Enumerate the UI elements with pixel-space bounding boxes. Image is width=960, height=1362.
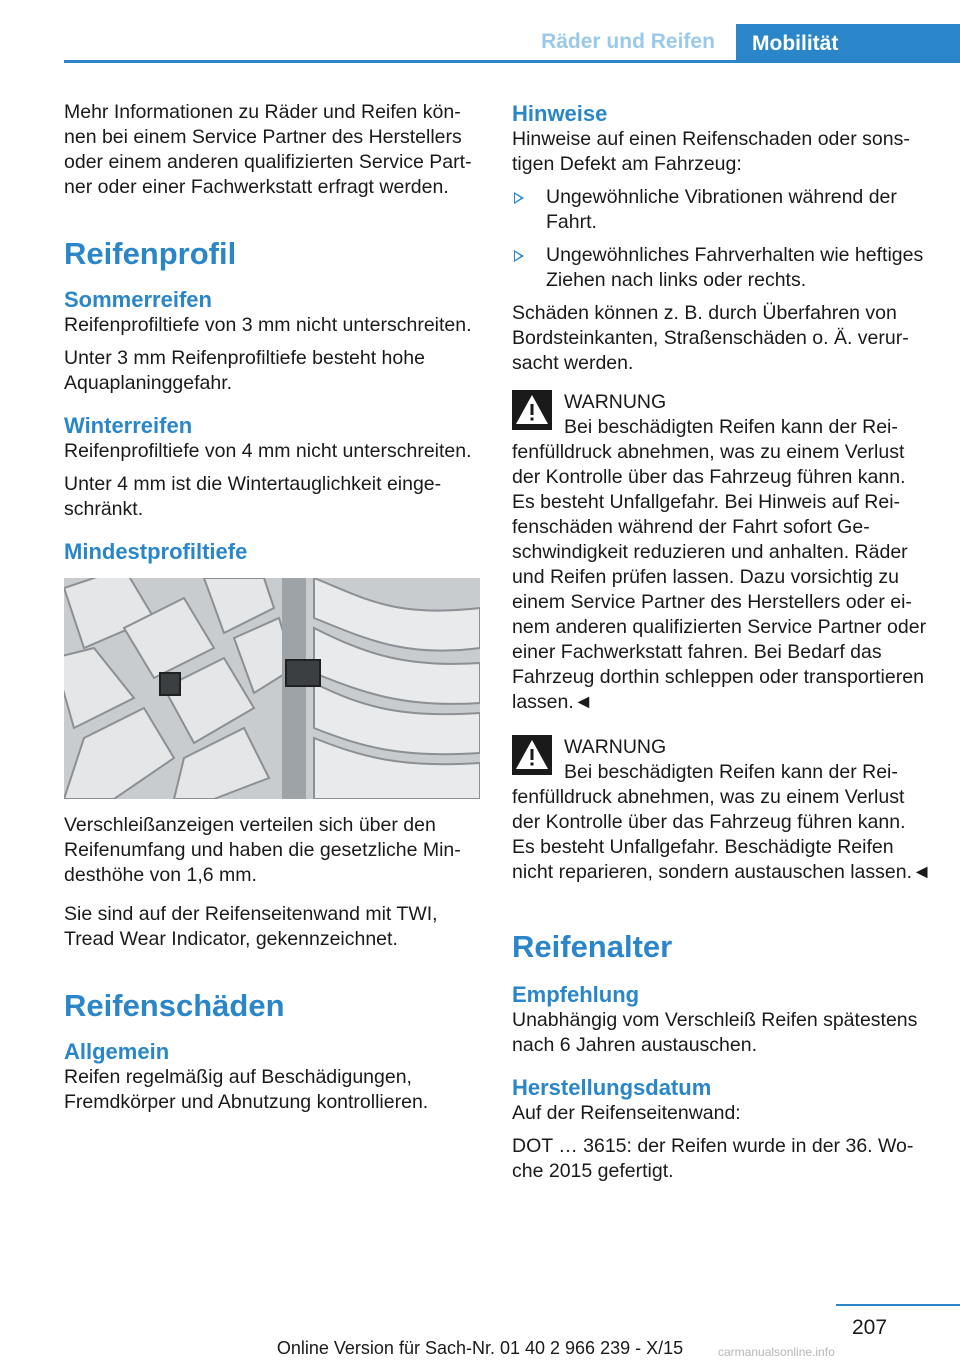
list-item — [512, 243, 932, 293]
page-number: 207 — [852, 1316, 888, 1339]
warning-block-2 — [512, 735, 932, 885]
warning-text: Bei beschädigten Reifen kann der Reifenfülldruck abnehmen, was zu einem Verlust der Kontrolle über das Fahrzeug führen kann. Es besteht Unfallgefahr. Bei Hinweis auf Reifenschäden während der Fahrt sofort Geschwindigkeit reduzieren und anhalten. Räder und Reifen prüfen lassen. Dazu vorsichtig zu einem Service Partner des Herstellers oder einem anderen qualifizierten Service Partner oder einer Fachwerkstatt fahren. Bei Bedarf das Fahrzeug dorthin schleppen oder transportieren lassen.◄ — [512, 416, 927, 713]
list-item-text: Ungewöhnliches Fahrverhalten wie heftiges Ziehen nach links oder rechts. — [546, 244, 924, 291]
bullet-triangle-icon — [514, 250, 524, 262]
mindest-paragraph-1: Verschleißanzeigen verteilen sich über den Reifenumfang und haben die gesetzliche Mindesthöhe von 1,6 mm. — [64, 814, 461, 886]
hinweise-paragraph-2: Schäden können z. B. durch Überfahren von Bordsteinkanten, Straßenschäden o. Ä. verursacht werden. — [512, 302, 909, 374]
heading-reifenschaeden: Reifenschäden — [64, 988, 285, 1023]
list-item-text: Ungewöhnliche Vibrationen während der Fahrt. — [546, 186, 897, 233]
online-version-note: Online Version für Sach-Nr. 01 40 2 966 239 - X/15 — [276, 1338, 684, 1358]
heading-hinweise: Hinweise — [512, 101, 608, 126]
watermark: carmanualsonline.info — [718, 1345, 835, 1359]
herstellung-paragraph-1: Auf der Reifenseitenwand: — [512, 1102, 741, 1124]
footer-rule — [836, 1304, 960, 1306]
warning-title: WARNUNG — [564, 736, 667, 758]
empfehlung-paragraph-1: Unabhängig vom Verschleiß Reifen spätestens nach 6 Jahren austauschen. — [512, 1009, 918, 1056]
warning-triangle-icon — [512, 390, 552, 430]
tire-tread-image — [64, 578, 480, 799]
winter-paragraph-2: Unter 4 mm ist die Wintertauglichkeit eingeschränkt. — [64, 473, 442, 520]
warning-text: Bei beschädigten Reifen kann der Reifenfülldruck abnehmen, was zu einem Verlust der Kontrolle über das Fahrzeug führen kann. Es besteht Unfallgefahr. Beschädigte Reifen nicht reparieren, sondern austauschen lassen.◄ — [512, 761, 932, 883]
mindest-paragraph-2: Sie sind auf der Reifenseitenwand mit TWI, Tread Wear Indicator, gekennzeichnet. — [64, 903, 438, 950]
warning-triangle-icon — [512, 735, 552, 775]
heading-herstellungsdatum: Herstellungsdatum — [512, 1075, 712, 1100]
hinweise-paragraph-1: Hinweise auf einen Reifenschaden oder sonstigen Defekt am Fahrzeug: — [512, 128, 910, 175]
bullet-triangle-icon — [514, 192, 524, 204]
allgemein-paragraph-1: Reifen regelmäßig auf Beschädigungen, Fremdkörper und Abnutzung kontrollieren. — [64, 1066, 429, 1113]
sommer-paragraph-2: Unter 3 mm Reifenprofiltiefe besteht hohe Aquaplaninggefahr. — [64, 347, 425, 394]
header-chapter-tab: Mobilität — [736, 24, 960, 63]
heading-reifenalter: Reifenalter — [512, 929, 673, 964]
sommer-paragraph-1: Reifenprofiltiefe von 3 mm nicht unterschreiten. — [64, 314, 472, 336]
heading-sommerreifen: Sommerreifen — [64, 287, 212, 312]
heading-winterreifen: Winterreifen — [64, 413, 193, 438]
winter-paragraph-1: Reifenprofiltiefe von 4 mm nicht unterschreiten. — [64, 440, 472, 462]
left-column — [64, 100, 484, 1123]
heading-reifenprofil: Reifenprofil — [64, 236, 237, 271]
warning-block-1 — [512, 390, 932, 715]
header-section-title: Räder und Reifen — [541, 30, 715, 53]
list-item — [512, 185, 932, 235]
right-column — [512, 100, 932, 1192]
herstellung-paragraph-2: DOT … 3615: der Reifen wurde in der 36. Woche 2015 gefertigt. — [512, 1135, 914, 1182]
heading-allgemein: Allgemein — [64, 1039, 170, 1064]
warning-title: WARNUNG — [564, 391, 667, 413]
heading-mindestprofiltiefe: Mindestprofiltiefe — [64, 539, 248, 564]
hinweise-bullet-list — [512, 185, 932, 293]
heading-empfehlung: Empfehlung — [512, 982, 640, 1007]
header-rule — [64, 60, 960, 63]
intro-paragraph: Mehr Informationen zu Räder und Reifen können bei einem Service Partner des Herstellers oder einem anderen qualifizierten Service Partner oder einer Fachwerkstatt erfragt werden. — [64, 101, 472, 198]
